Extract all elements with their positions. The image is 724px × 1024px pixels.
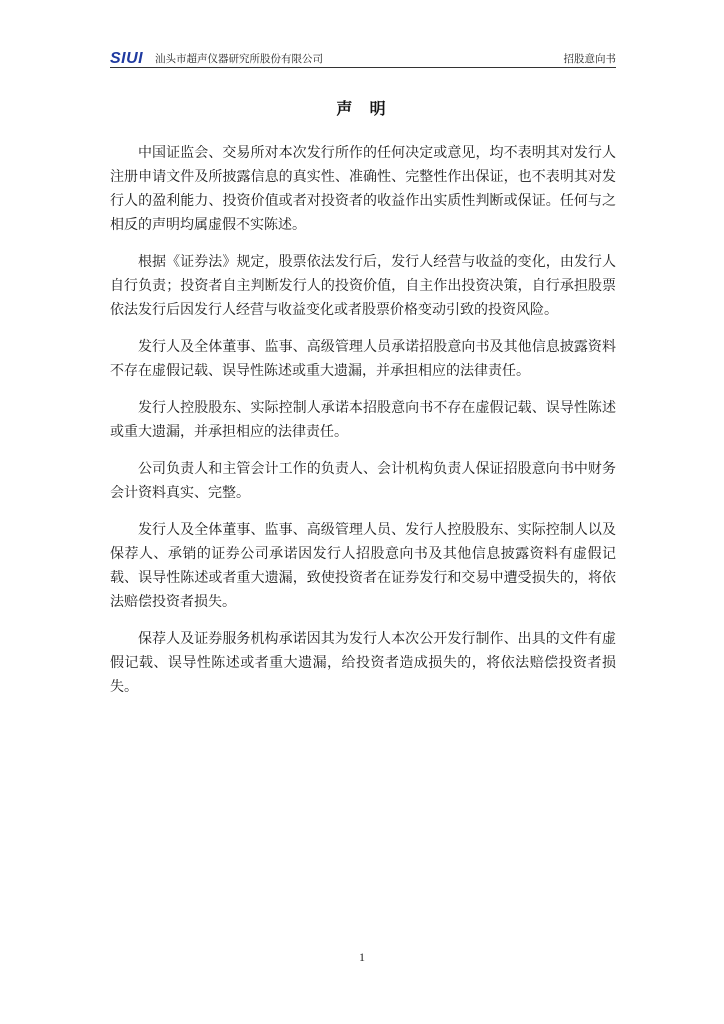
page-number: 1 [359, 950, 365, 964]
company-name: 汕头市超声仪器研究所股份有限公司 [155, 53, 323, 65]
paragraph-1: 中国证监会、交易所对本次发行所作的任何决定或意见，均不表明其对发行人注册申请文件及所披露信息的真实性、准确性、完整性作出保证，也不表明其对发行人的盈利能力、投资价值或者对投资者的收益作出实质性判断或保证。任何与之相反的声明均属虚假不实陈述。 [110, 145, 616, 233]
paragraph-4: 发行人控股股东、实际控制人承诺本招股意向书不存在虚假记载、误导性陈述或重大遗漏，并承担相应的法律责任。 [110, 400, 616, 440]
page-title: 声 明 [336, 99, 388, 118]
declaration-body [110, 141, 616, 712]
paragraph-6: 发行人及全体董事、监事、高级管理人员、发行人控股股东、实际控制人以及保荐人、承销的证券公司承诺因发行人招股意向书及其他信息披露资料有虚假记载、误导性陈述或者重大遗漏，致使投资者在证券发行和交易中遭受损失的，将依法赔偿投资者损失。 [110, 522, 616, 610]
page-header [110, 49, 616, 69]
paragraph-3: 发行人及全体董事、监事、高级管理人员承诺招股意向书及其他信息披露资料不存在虚假记载、误导性陈述或重大遗漏，并承担相应的法律责任。 [110, 339, 616, 379]
document-name: 招股意向书 [563, 53, 616, 65]
paragraph-2: 根据《证券法》规定，股票依法发行后，发行人经营与收益的变化，由发行人自行负责；投资者自主判断发行人的投资价值，自主作出投资决策，自行承担股票依法发行后因发行人经营与收益变化或者股票价格变动引致的投资风险。 [110, 254, 616, 318]
paragraph-5: 公司负责人和主管会计工作的负责人、会计机构负责人保证招股意向书中财务会计资料真实、完整。 [110, 461, 616, 501]
company-logo: SIUI [110, 50, 144, 67]
paragraph-7: 保荐人及证券服务机构承诺因其为发行人本次公开发行制作、出具的文件有虚假记载、误导性陈述或者重大遗漏，给投资者造成损失的，将依法赔偿投资者损失。 [110, 631, 616, 695]
header-divider [110, 67, 616, 68]
